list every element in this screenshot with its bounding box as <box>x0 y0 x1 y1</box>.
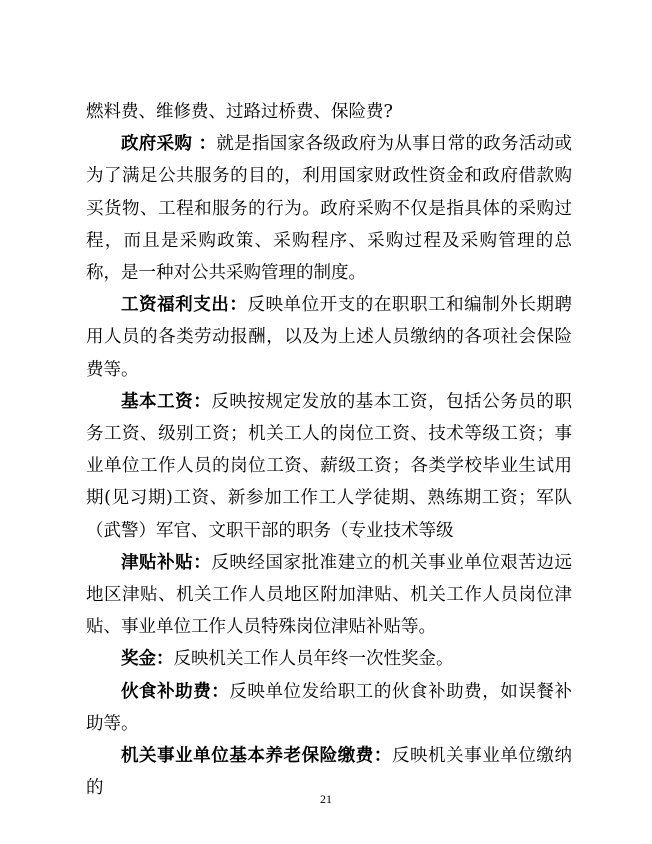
paragraph-text: 反映按规定发放的基本工资，包括公务员的职务工资、级别工资；机关工人的岗位工资、技术等级工资；事业单位工作人员的岗位工资、薪级工资；各类学校毕业生试用期(见习期)工资、新参加工作工人学徒期、熟练期工资；军队（武警）军官、文职干部的职务（专业技术等级 <box>86 391 572 541</box>
paragraph-allowances <box>86 547 572 644</box>
paragraph-government-procurement <box>86 128 572 289</box>
paragraph-meal-subsidy <box>86 676 572 740</box>
paragraph-text: 反映机关工作人员年终一次性奖金。 <box>173 649 454 670</box>
term-allowances: 津贴补贴： <box>121 552 212 573</box>
body-text <box>86 96 572 804</box>
paragraph-text: 反映机关事业单位缴纳的 <box>86 746 572 799</box>
paragraph-text: 就是指国家各级政府为从事日常的政务活动或为了满足公共服务的目的，利用国家财政性资金和政府借款购买货物、工程和服务的行为。政府采购不仅是指具体的采购过程，而且是采购政策、采购程序、采购过程及采购管理的总称，是一种对公共采购管理的制度。 <box>86 134 573 284</box>
term-government-procurement: 政府采购 ： <box>121 134 217 155</box>
term-wage-welfare: 工资福利支出： <box>121 295 248 316</box>
paragraph-basic-wage <box>86 386 572 547</box>
paragraph-bonus <box>86 643 572 675</box>
term-meal-subsidy: 伙食补助费： <box>121 681 230 702</box>
paragraph-text: 燃料费、维修费、过路过桥费、保险费? <box>86 102 393 122</box>
paragraph-fuel-fees <box>86 96 572 128</box>
paragraph-text: 反映单位开支的在职职工和编制外长期聘用人员的各类劳动报酬，以及为上述人员缴纳的各项社会保险费等。 <box>86 295 572 380</box>
term-pension-contribution: 机关事业单位基本养老保险缴费： <box>121 746 392 767</box>
term-basic-wage: 基本工资： <box>121 391 212 412</box>
paragraph-text: 反映经国家批准建立的机关事业单位艰苦边远地区津贴、机关工作人员地区附加津贴、机关工作人员岗位津贴、事业单位工作人员特殊岗位津贴补贴等。 <box>86 552 572 638</box>
paragraph-text: 反映单位发给职工的伙食补助费，如误餐补助等。 <box>86 681 572 734</box>
paragraph-wage-welfare <box>86 289 572 386</box>
term-bonus: 奖金： <box>121 649 174 670</box>
page-number: 21 <box>320 792 332 806</box>
